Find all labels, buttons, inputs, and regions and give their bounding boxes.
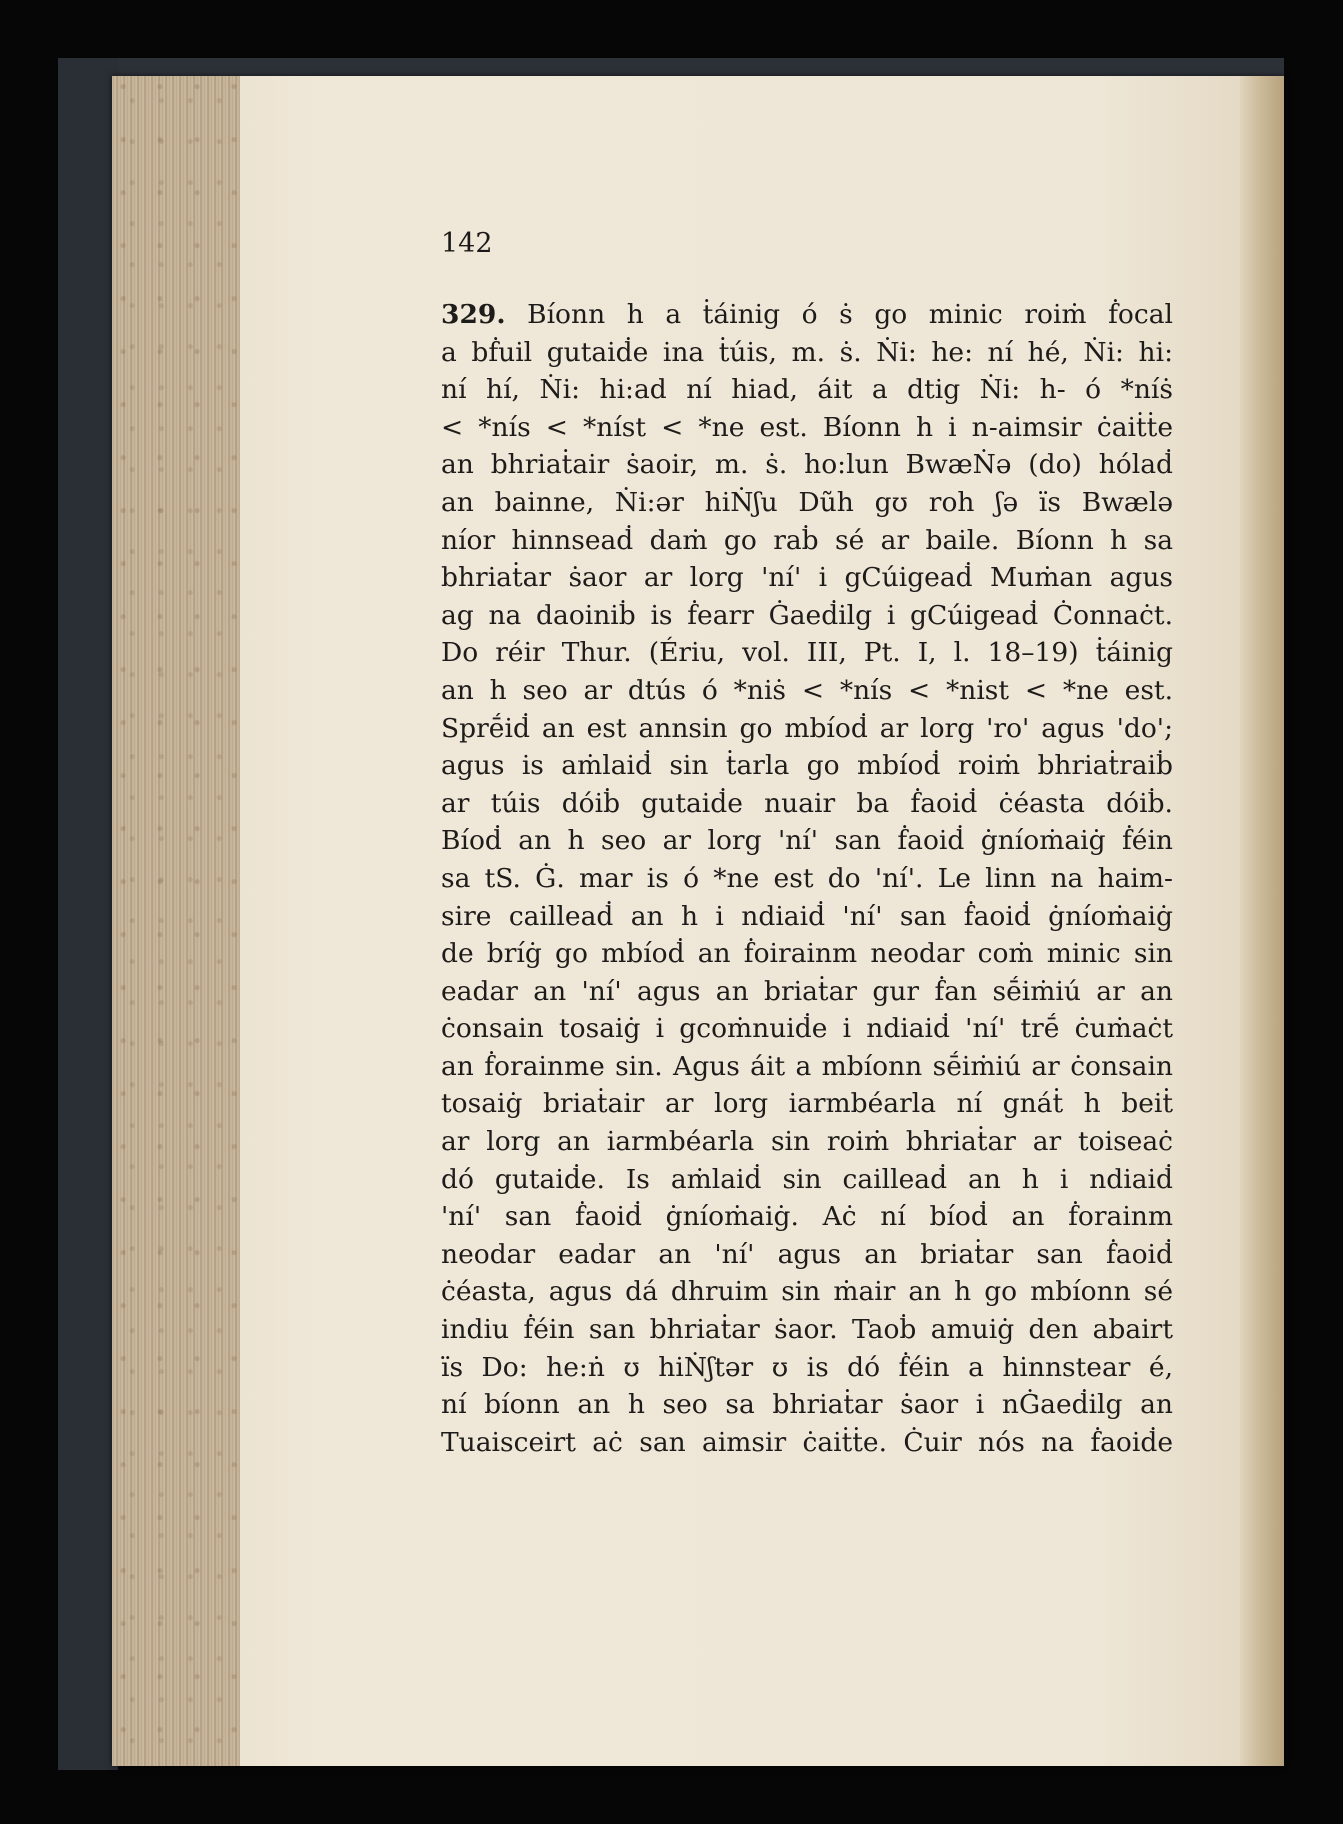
text-line: < *nís < *níst < *ne est. Bíonn h i n-aimsir ċaiṫṫe xyxy=(441,411,1173,443)
text-line: ar túis dóiḃ gutaiḋe nuair ba ḟaoiḋ ċéasta dóiḃ. xyxy=(441,787,1173,819)
text-line: ïs Do: he:ṅ ʊ hiṄʃtər ʊ is dó ḟéin a hinnstear é, xyxy=(441,1351,1173,1383)
text-line: ní bíonn an h seo sa bhriaṫar ṡaor i nĠaeḋilg an xyxy=(441,1389,1173,1421)
text-line: indiu ḟéin san bhriaṫar ṡaor. Taoḃ amuiġ den abairt xyxy=(441,1314,1173,1346)
text-line: an bainne, Ṅi:ər hiṄʃu Dũh gʊ roh ʃə ïs Bwælə xyxy=(441,486,1173,518)
text-line: Tuaisceirt aċ san aimsir ċaiṫṫe. Ċuir nós na ḟaoiḋe xyxy=(441,1426,1173,1458)
text-line: ag na daoiniḃ is ḟearr Ġaeḋilg i gCúigeaḋ Ċonnaċt. xyxy=(441,599,1173,631)
section-number: 329. xyxy=(441,299,506,330)
text-line: 'ní' san ḟaoiḋ ġníoṁaiġ. Aċ ní bíoḋ an ḟorainm xyxy=(441,1201,1173,1233)
text-line: Bíoḋ an h seo ar lorg 'ní' san ḟaoiḋ ġníoṁaiġ ḟéin xyxy=(441,825,1173,857)
text-line: ċonsain tosaiġ i gcoṁnuiḋe i ndiaiḋ 'ní' trḗ ċuṁaċt xyxy=(441,1013,1173,1045)
text-line: tosaiġ briaṫair ar lorg iarmbéarla ní gnáṫ h beiṫ xyxy=(441,1088,1173,1120)
text-line: ċéasta, agus dá dhruim sin ṁair an h go mbíonn sé xyxy=(441,1276,1173,1308)
page-gutter xyxy=(1240,76,1284,1766)
text-line: an ḟorainme sin. Agus áit a mbíonn sḗiṁiú ar ċonsain xyxy=(441,1050,1173,1082)
text-line: ní hí, Ṅi: hi:ad ní hiad, áit a dtig Ṅi: h- ó *níṡ xyxy=(441,374,1173,406)
text-line: Sprḗiḋ an est annsin go mbíoḋ ar lorg 'ro' agus 'do'; xyxy=(441,712,1173,744)
text-line: sa tS. Ġ. mar is ó *ne est do 'ní'. Le linn na haim- xyxy=(441,862,1173,894)
text-line: de bríġ go mbíoḋ an ḟoirainm neodar coṁ minic sin xyxy=(441,938,1173,970)
text-line: a bḟuil gutaiḋe ina ṫúis, m. ṡ. Ṅi: he: ní hé, Ṅi: hi: xyxy=(441,336,1173,368)
text-line: an h seo ar dtús ó *niṡ < *nís < *nist < *ne est. xyxy=(441,674,1173,706)
text-line: dó gutaiḋe. Is aṁlaiḋ sin cailleaḋ an h i ndiaiḋ xyxy=(441,1163,1173,1195)
text-line: Do réir Thur. (Ériu, vol. III, Pt. I, l. 18–19) ṫáinig xyxy=(441,637,1173,669)
text-line: agus is aṁlaiḋ sin ṫarla go mbíoḋ roiṁ bhriaṫraiḃ xyxy=(441,750,1173,782)
page-number: 142 xyxy=(441,228,493,259)
text-line: níor hinnseaḋ daṁ go raḃ sé ar baile. Bíonn h sa xyxy=(441,524,1173,556)
text-line: 329. Bíonn h a ṫáinig ó ṡ go minic roiṁ ḟocal xyxy=(441,299,1173,330)
body-text xyxy=(441,296,1173,1461)
text-line: sire cailleaḋ an h i ndiaiḋ 'ní' san ḟaoiḋ ġníoṁaiġ xyxy=(441,900,1173,932)
text-line: an bhriaṫair ṡaoir, m. ṡ. ho:lun BwæṄə (do) hólaḋ xyxy=(441,449,1173,481)
text-line: bhriaṫar ṡaor ar lorg 'ní' i gCúigeaḋ Muṁan agus xyxy=(441,562,1173,594)
text-line: neodar eadar an 'ní' agus an briaṫar san ḟaoiḋ xyxy=(441,1238,1173,1270)
text-line: ar lorg an iarmbéarla sin roiṁ bhriaṫar ar toiseaċ xyxy=(441,1126,1173,1158)
page-edges xyxy=(112,76,240,1766)
text-line: eadar an 'ní' agus an briaṫar gur ḟan sḗiṁiú ar an xyxy=(441,975,1173,1007)
book-cover-left xyxy=(58,58,118,1770)
